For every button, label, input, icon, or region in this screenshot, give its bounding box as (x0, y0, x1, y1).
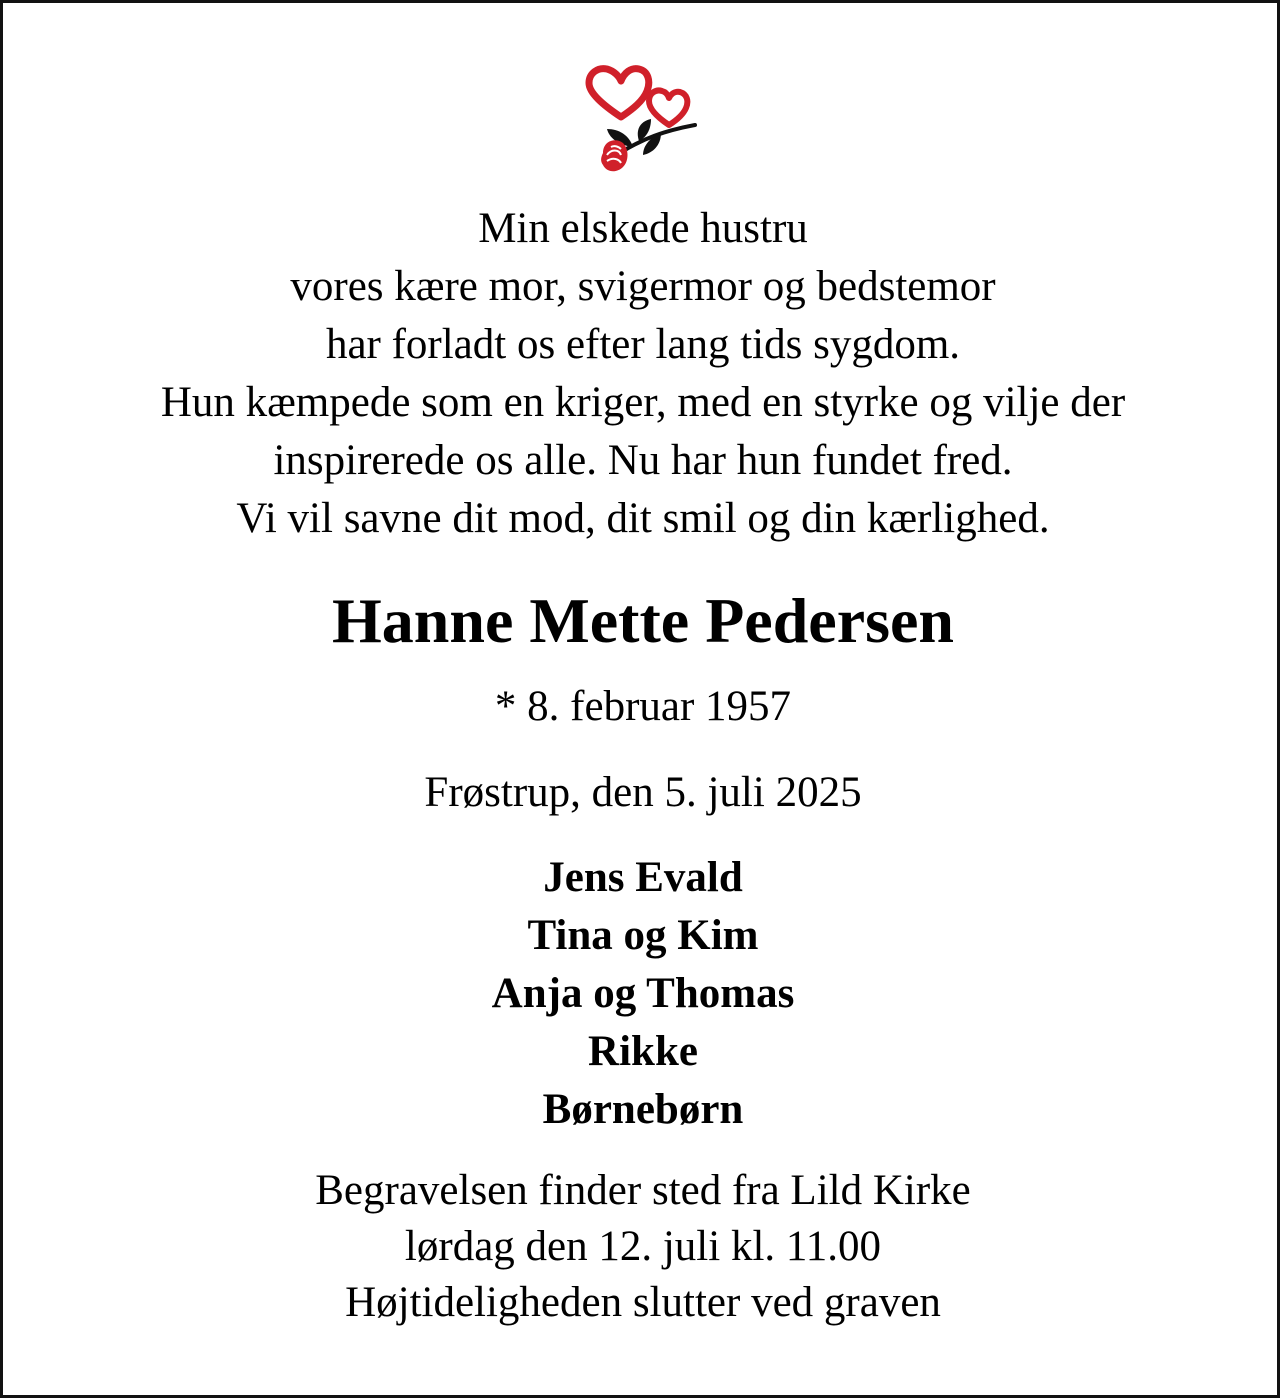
verse-line: Hun kæmpede som en kriger, med en styrke og vilje der (160, 379, 1126, 426)
large-heart-shape (589, 69, 649, 117)
verse-line: Vi vil savne dit mod, dit smil og din kærlighed. (236, 495, 1050, 542)
small-heart-shape (649, 90, 687, 125)
family-member: Anja og Thomas (491, 970, 795, 1017)
rose-bloom (601, 140, 627, 171)
funeral-line: lørdag den 12. juli kl. 11.00 (404, 1223, 882, 1270)
funeral-details (23, 1163, 1263, 1331)
verse-line: inspirerede os alle. Nu har hun fundet fred. (273, 437, 1013, 484)
verse-line: har forladt os efter lang tids sygdom. (325, 321, 961, 368)
family-member: Jens Evald (543, 854, 743, 901)
verse-line: vores kære mor, svigermor og bedstemor (290, 263, 996, 310)
family-member: Rikke (588, 1028, 698, 1075)
family-member: Børnebørn (542, 1086, 744, 1133)
verse-line: Min elskede hustru (478, 205, 808, 252)
birth-date: * 8. februar 1957 (494, 683, 792, 730)
memorial-verse (23, 200, 1263, 548)
deceased-name: Hanne Mette Pedersen (331, 585, 955, 656)
funeral-line: Begravelsen finder sted fra Lild Kirke (315, 1167, 971, 1214)
family-signatures (23, 849, 1263, 1139)
family-member: Tina og Kim (527, 912, 759, 959)
funeral-line: Højtideligheden slutter ved graven (345, 1279, 941, 1326)
hearts-and-rose-icon (573, 61, 713, 181)
place-and-date: Frøstrup, den 5. juli 2025 (424, 769, 862, 816)
